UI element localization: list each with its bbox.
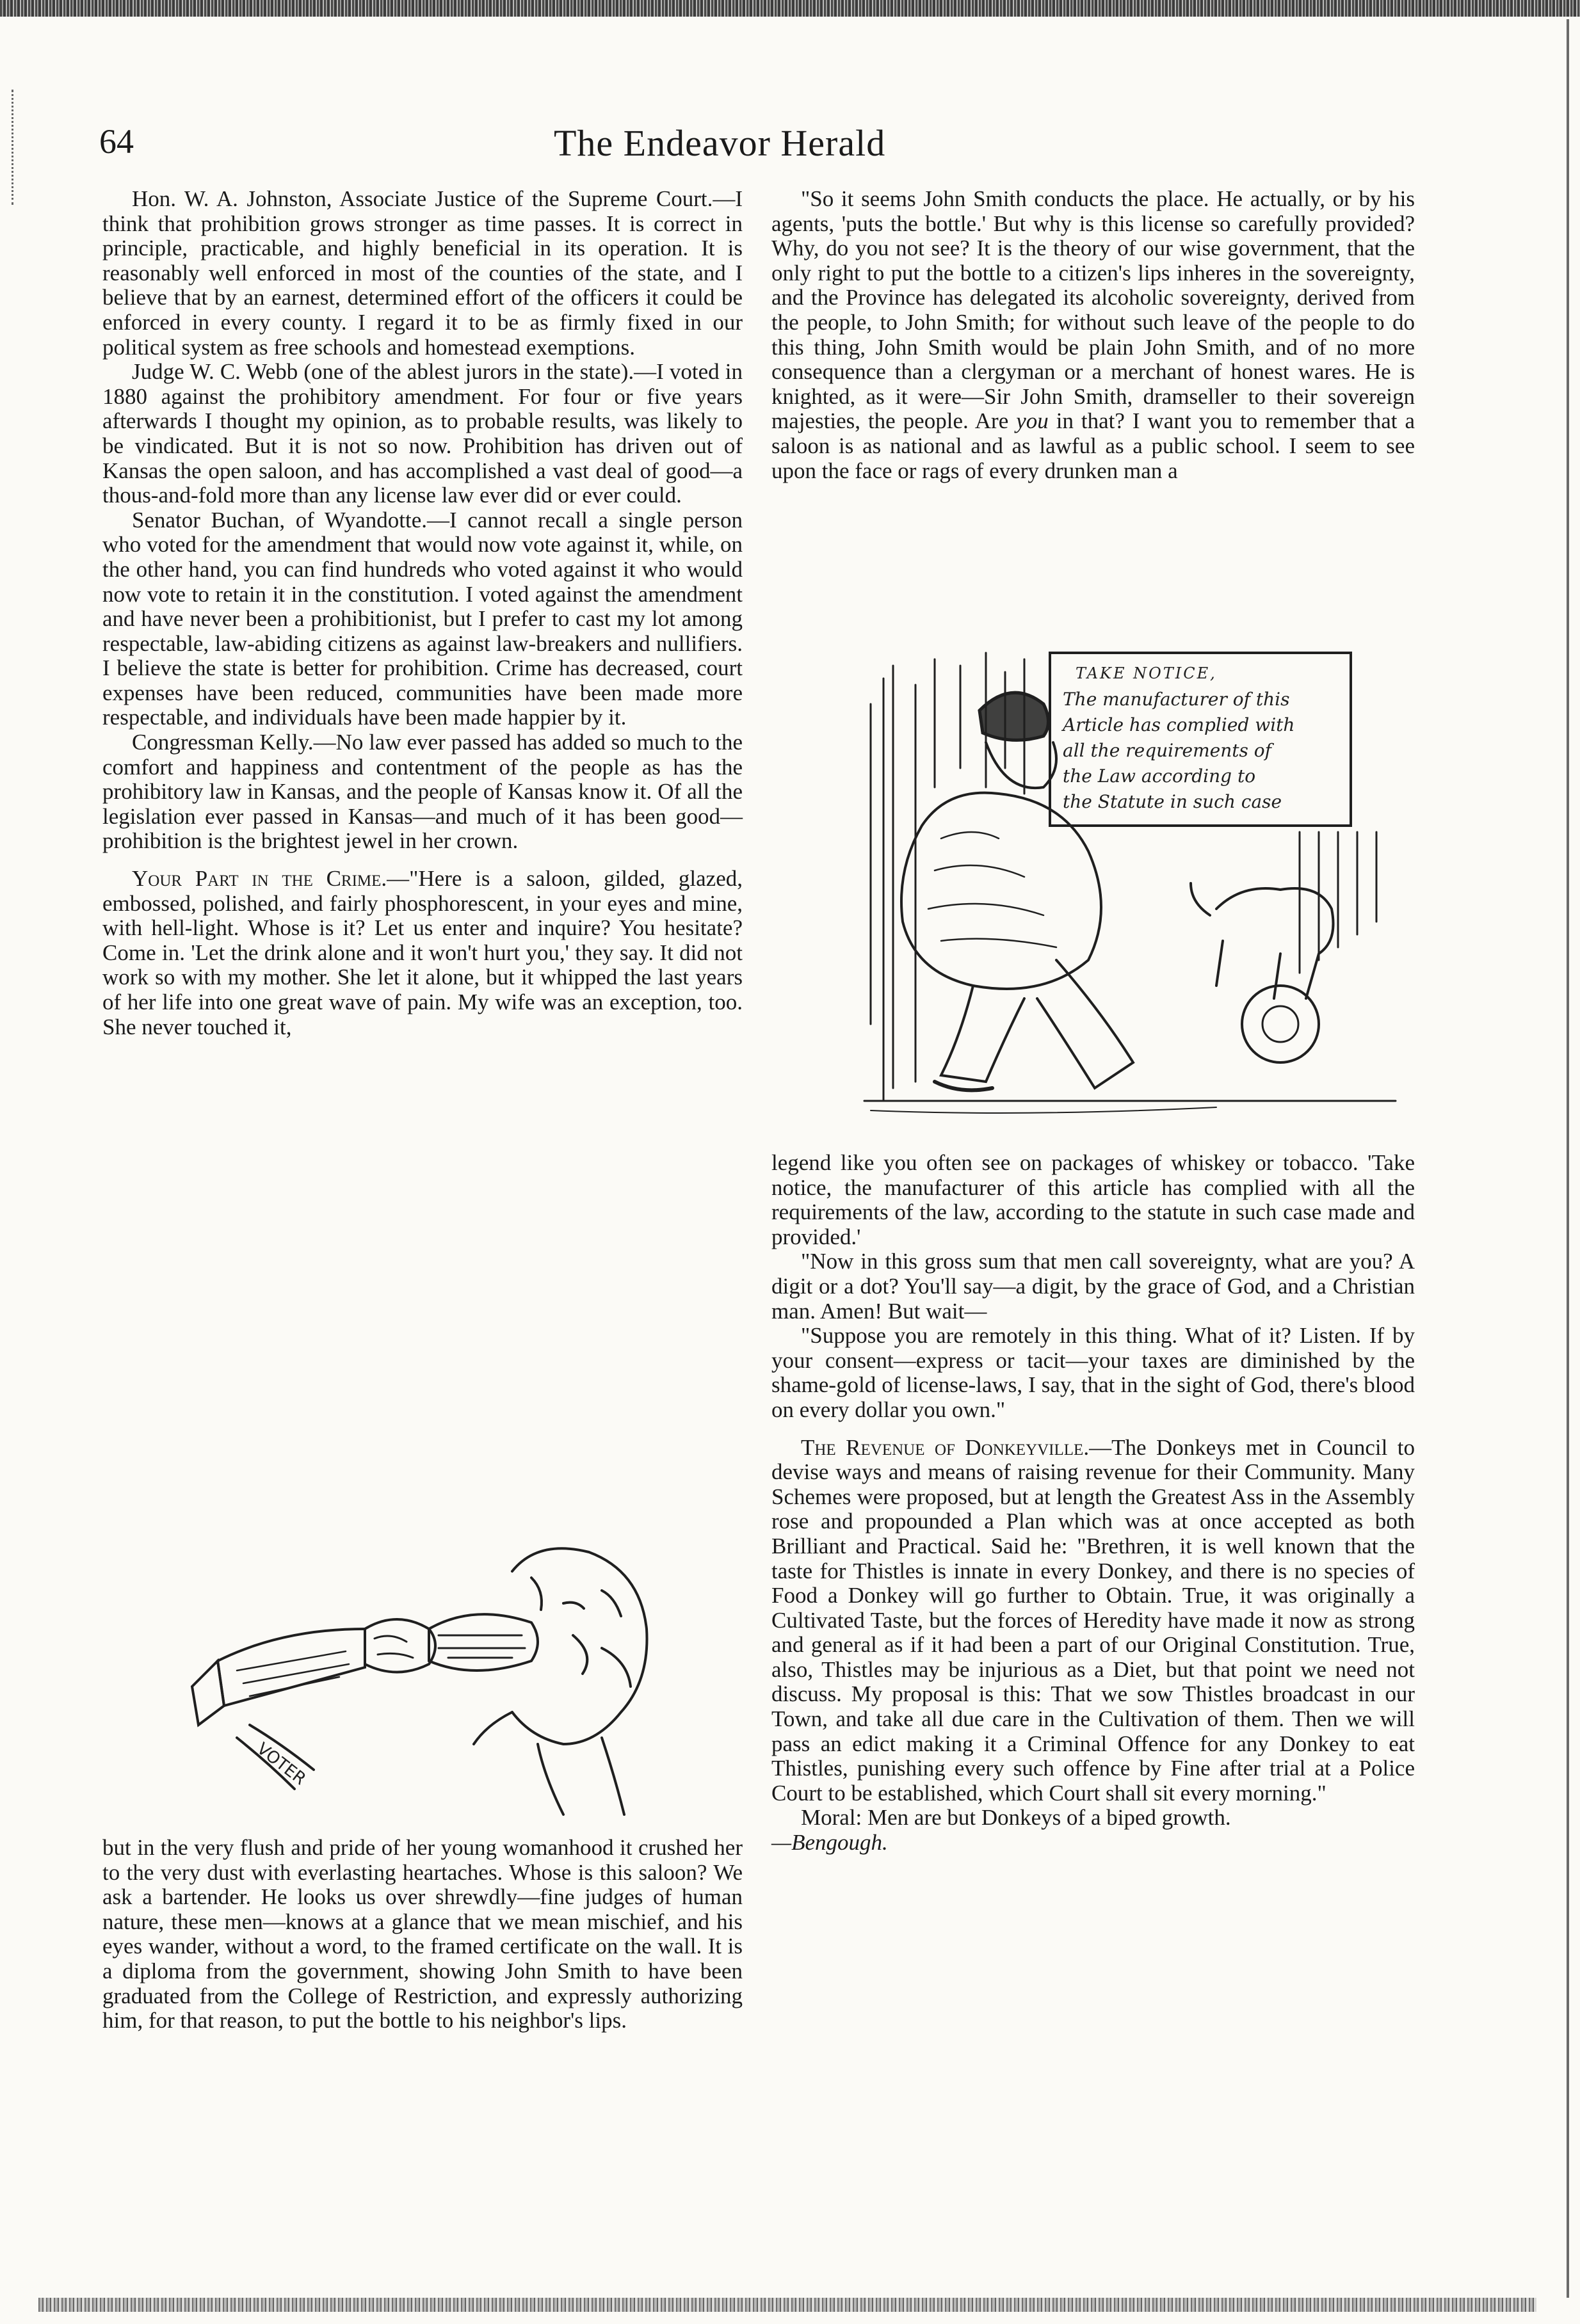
scan-edge-top — [0, 0, 1580, 17]
sign-line-5: the Law according to — [1063, 765, 1256, 787]
left-column-lower — [102, 1836, 743, 2033]
suppose-paragraph: "Suppose you are remotely in this thing. What of it? Listen. If by your consent—express or tacit—your taxes are diminished by the shame-gold of license-laws, I say, that in the sight of God, there's blood on every dollar you own." — [771, 1323, 1415, 1422]
left-column-upper — [102, 187, 743, 1039]
page-title: The Endeavor Herald — [554, 122, 886, 164]
john-smith-paragraph — [771, 187, 1415, 483]
scan-edge-right — [1567, 19, 1569, 2298]
sign-text-group — [1061, 664, 1294, 812]
john-smith-text-a: "So it seems John Smith conducts the place. He actually, or by his agents, 'puts the bottle.' But why is this license so carefully provided? Why, do you not see? It is the theory of our wise government, that the only right to put the bottle to a citizen's lips inheres in the sovereignty, and the Province has delegated its alcoholic sovereignty, derived from the people, to John Smith; for without such leave of the people to do this thing, John Smith would be plain John Smith, and of no more consequence than a clergyman or a merchant of honest wares. He is knighted, as it were—Sir John Smith, dramseller to their sovereign majesties, the people. Are — [771, 186, 1415, 434]
right-column-lower — [771, 1151, 1415, 1855]
right-column-upper — [771, 187, 1415, 483]
attribution-line — [771, 1831, 1415, 1855]
voter-bottle-drawing — [154, 1533, 717, 1827]
john-smith-text-b: in that? I want you to remember that a saloon is as national and as lawful as a public school. I seem to see upon the face or rags of every drunken man a — [771, 408, 1415, 483]
sign-line-2: The manufacturer of this — [1063, 689, 1290, 710]
your-part-paragraph — [102, 867, 743, 1039]
page-header — [99, 122, 1540, 179]
johnston-paragraph: Hon. W. A. Johnston, Associate Justice of the Supreme Court.—I think that prohibition grows stronger as time passes. It is correct in principle, practicable, and highly beneficial in its operation. It is reasonably well enforced in most of the counties of the state, and I believe that by an earnest, determined effort of the officers it could be enforced in every county. I regard it to be as firmly fixed in our political system as free schools and homestead exemptions. — [102, 186, 743, 360]
take-notice-drawing — [832, 640, 1408, 1120]
scan-edge-left — [12, 90, 15, 205]
donkeyville-paragraph — [771, 1436, 1415, 1806]
legend-paragraph: legend like you often see on packages of whiskey or tobacco. 'Take notice, the manufacturer of this article has complied with all the requirements of the law, according to the statute in such case made and provided.' — [771, 1150, 1415, 1249]
saloon-continuation-paragraph: but in the very flush and pride of her young womanhood it crushed her to the very dust with everlasting heartaches. Whose is this saloon? We ask a bartender. He looks us over shrewdly—fine judges of human nature, these men—knows at a glance that we mean mischief, and his eyes wander, without a word, to the framed certificate on the wall. It is a diploma from the government, showing John Smith to have been graduated from the College of Restriction, and expressly authorizing him, for that reason, to put the bottle to his neighbor's lips. — [102, 1835, 743, 2033]
sign-line-4: all the requirements of — [1063, 740, 1271, 761]
page-number: 64 — [99, 122, 134, 161]
take-notice-illustration — [832, 640, 1408, 1120]
scan-edge-bottom — [38, 2298, 1536, 2312]
donkeyville-heading: The Revenue of Donkeyville. — [801, 1434, 1090, 1460]
sign-line-1: TAKE NOTICE, — [1076, 664, 1217, 682]
sign-line-3: Article has complied with — [1063, 714, 1295, 735]
your-part-heading: Your Part in the Crime. — [132, 866, 387, 892]
your-part-text: —"Here is a saloon, gilded, glazed, embossed, polished, and fairly phosphorescent, in your eyes and mine, with hell-light. Whose is it? Let us enter and inquire? You hesitate? Come in. 'Let the drink alone and it won't hurt you,' they say. It did not work so with my mother. She let it alone, but it whipped the last years of her life into one great wave of pain. My wife was an exception, too. She never touched it, — [102, 866, 743, 1039]
emphasis-you: you — [1016, 408, 1049, 434]
donkeyville-text: —The Donkeys met in Council to devise ways and means of raising revenue for their Community. Many Schemes were proposed, but at length the Greatest Ass in the Assembly rose and propounded a Plan which was at once accepted as both Brilliant and Practical. Said he: "Brethren, it is well known that the taste for Thistles is innate in every Donkey, and there is no species of Food a Donkey will go further to Obtain. True, it was originally a Cultivated Taste, but the forces of Heredity have made it now as strong and general as if it had been a part of our Original Constitution. True, also, Thistles may be injurious as a Diet, but that point we need not discuss. My proposal is this: That we sow Thistles broadcast in our Town, and take all due care in the Cultivation of them. Then we will pass an edict making it a Criminal Offence for any Donkey to eat Thistles, punishing every such offence by Fine after trial at a Police Court to be established, which Court shall sit every morning." — [771, 1434, 1415, 1806]
sign-line-6: the Statute in such case — [1063, 791, 1282, 812]
buchan-paragraph: Senator Buchan, of Wyandotte.—I cannot recall a single person who voted for the amendment that would now vote against it, while, on the other hand, you can find hundreds who voted against it who would now vote to retain it in the constitution. I voted against the amendment and have never been a prohibitionist, but I prefer to cast my lot among respectable, law-abiding citizens as against law-breakers and nullifiers. I believe the state is better for prohibition. Crime has decreased, court expenses have been reduced, communities have been made more respectable, and individuals have been made happier by it. — [102, 507, 743, 730]
moral-paragraph: Moral: Men are but Donkeys of a biped growth. — [801, 1805, 1231, 1831]
voter-bottle-illustration — [154, 1533, 717, 1827]
kelly-paragraph: Congressman Kelly.—No law ever passed has added so much to the comfort and happiness and contentment of the people as has the prohibitory law in Kansas, and the people of Kansas know it. Of all the legislation ever passed in Kansas—and much of it has been good—prohibition is the brightest jewel in her crown. — [102, 730, 743, 854]
sovereignty-paragraph: "Now in this gross sum that men call sovereignty, what are you? A digit or a dot? You'll say—a digit, by the grace of God, and a Christian man. Amen! But wait— — [771, 1249, 1415, 1324]
webb-paragraph: Judge W. C. Webb (one of the ablest jurors in the state).—I voted in 1880 against the prohibitory amendment. For four or five years afterwards I thought my opinion, as to probable results, was likely to be vindicated. But it is not so now. Prohibition has driven out of Kansas the open saloon, and has accomplished a vast deal of good—a thous-and-fold more than any license law ever did or ever could. — [102, 359, 743, 508]
voter-label: VOTER — [253, 1739, 310, 1790]
attribution: —Bengough. — [771, 1830, 888, 1855]
